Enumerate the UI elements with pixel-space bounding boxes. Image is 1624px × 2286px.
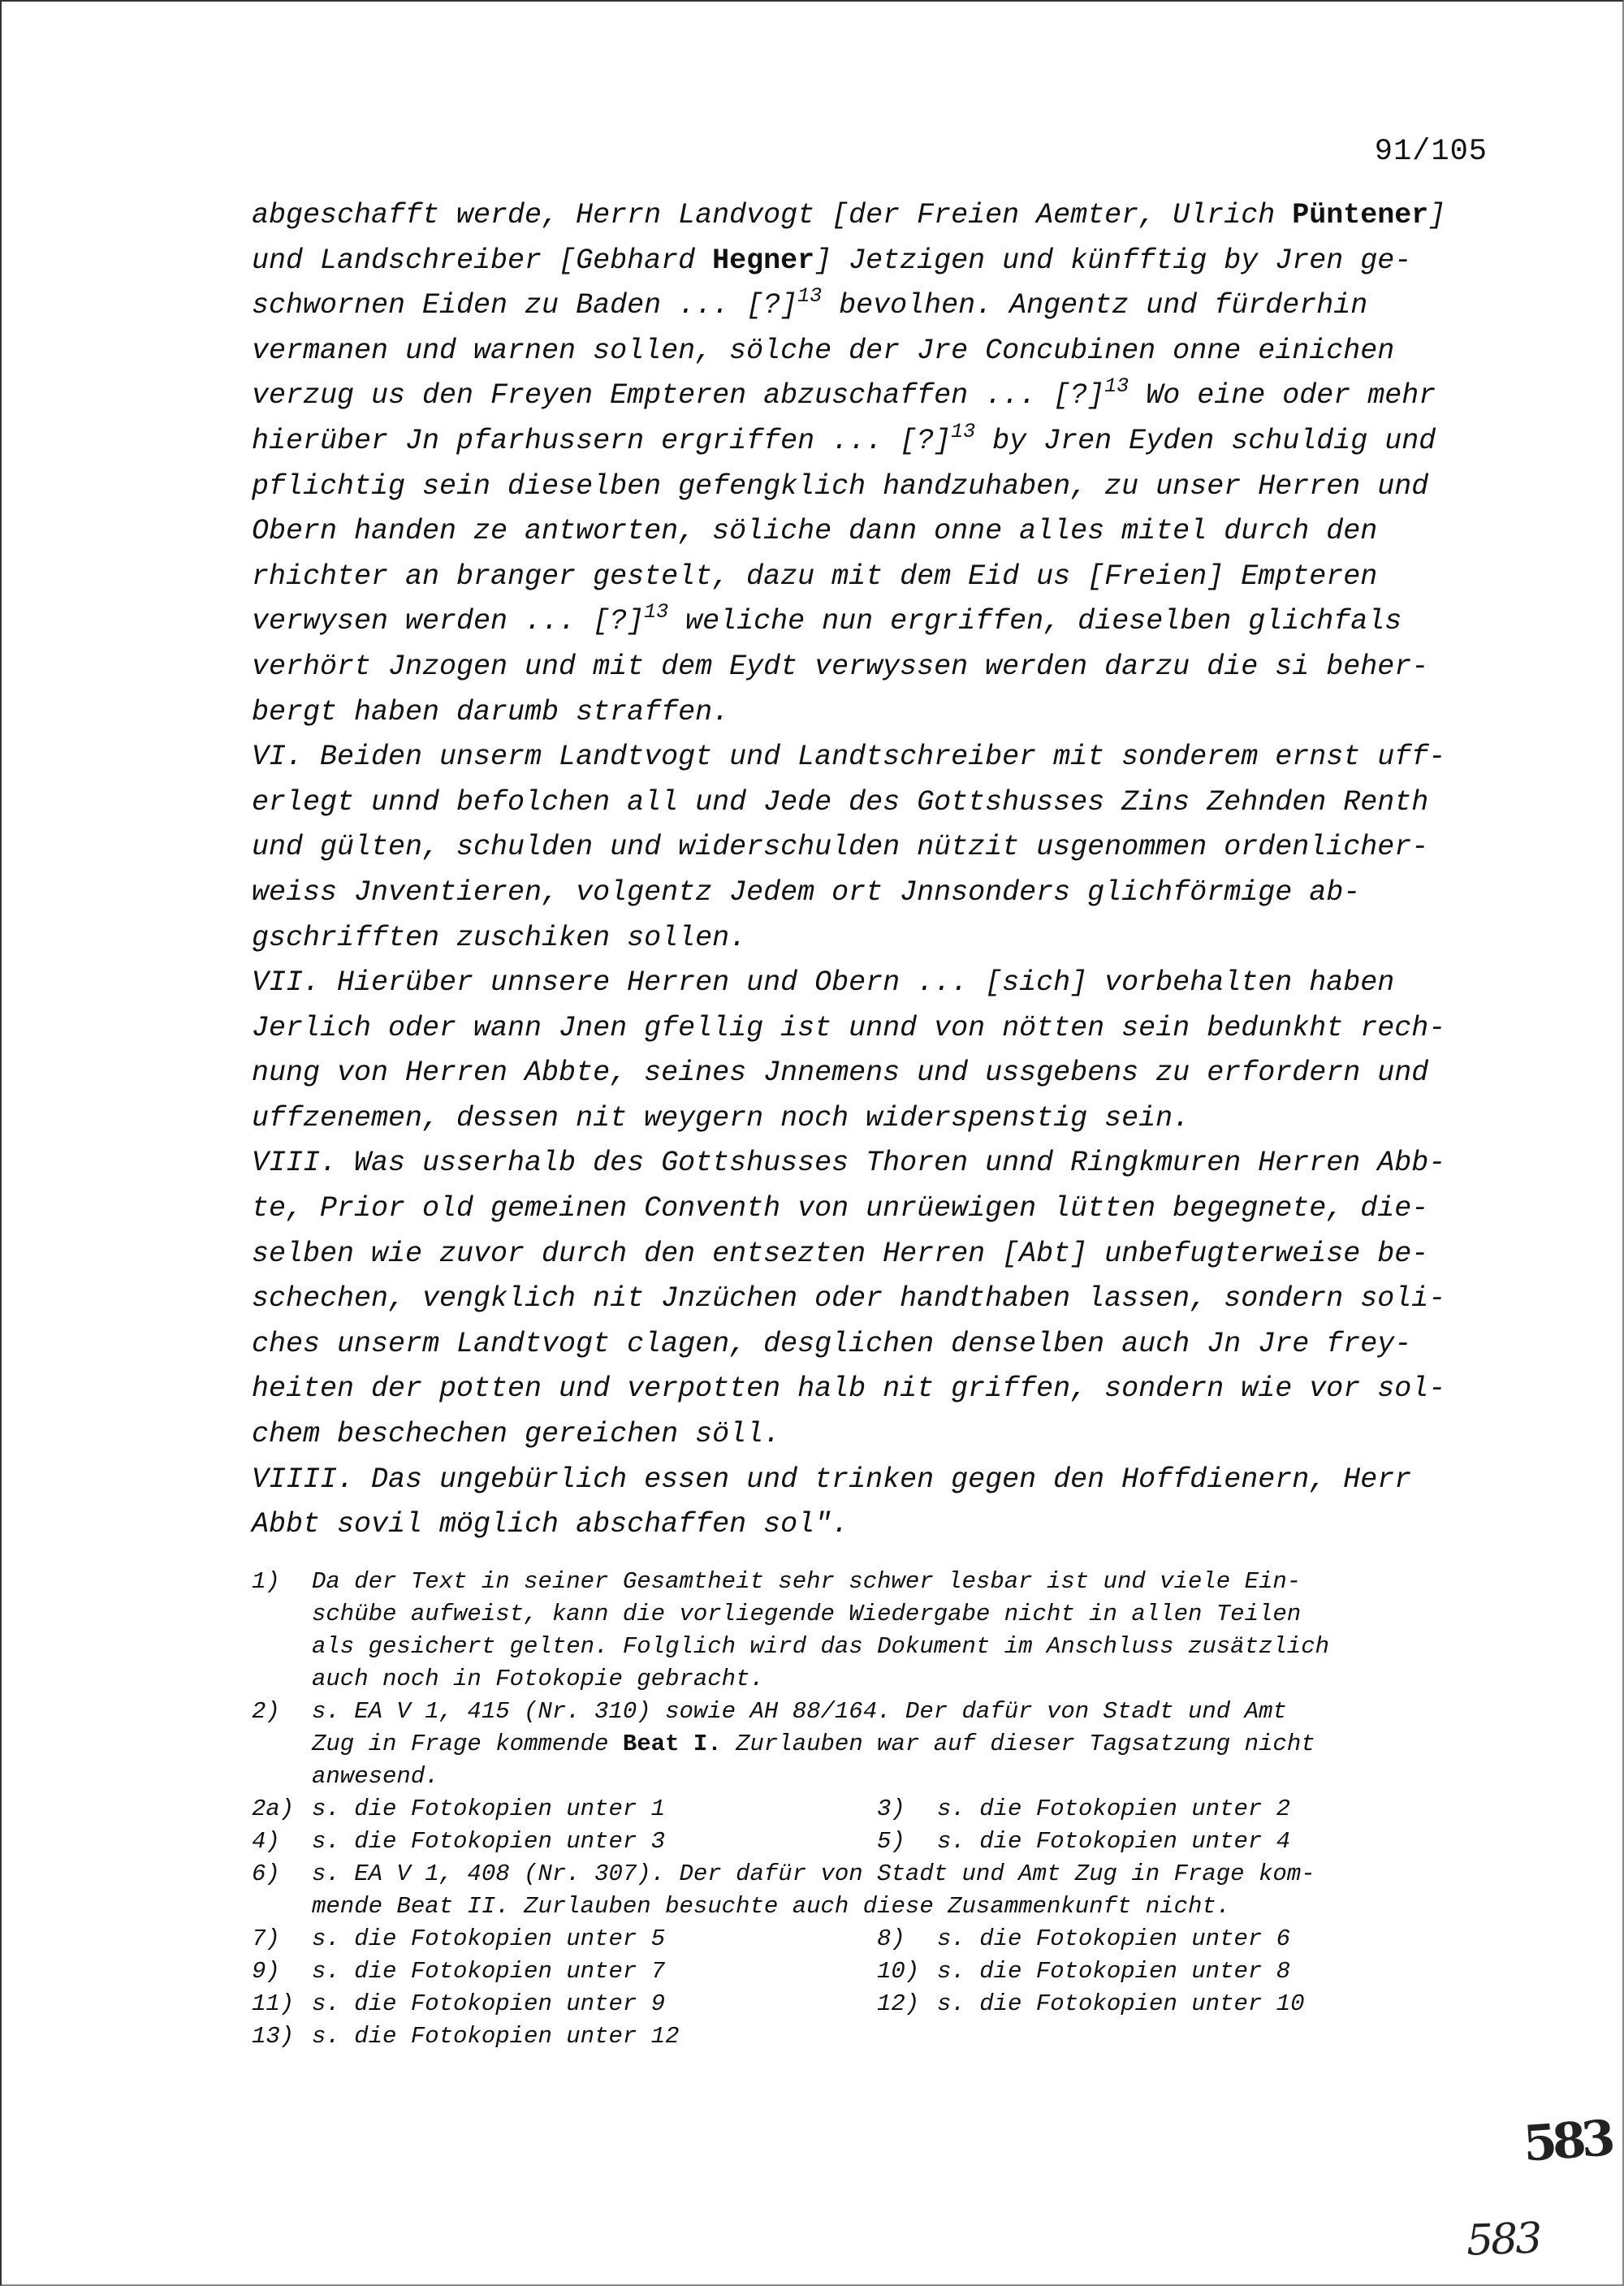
- text-segment: te, Prior old gemeinen Conventh von unrüewigen lütten begegnete, die-: [252, 1192, 1429, 1225]
- footnote-line: s. EA V 1, 408 (Nr. 307). Der dafür von Stadt und Amt Zug in Frage kom-: [312, 1860, 1315, 1887]
- footnote-number: 2): [252, 1698, 280, 1725]
- text-line: [252, 916, 1510, 962]
- text-segment: bevolhen. Angentz und fürderhin: [822, 289, 1368, 322]
- bold-name: Hegner: [712, 244, 815, 277]
- footnote-row: [252, 1988, 1518, 2020]
- text-line: [252, 283, 1510, 329]
- text-line: [252, 419, 1510, 465]
- footnote-text: s. die Fotokopien unter 7: [312, 1958, 666, 1985]
- text-segment: Abbt sovil möglich abschaffen sol".: [252, 1508, 849, 1541]
- text-segment: VIIII. Das ungebürlich essen und trinken gegen den Hoffdienern, Herr: [252, 1463, 1412, 1496]
- text-segment: gschrifften zuschiken sollen.: [252, 921, 747, 954]
- text-line: [252, 1096, 1510, 1142]
- bold-name: Püntener: [1292, 199, 1429, 231]
- footnote-2a: [252, 1793, 877, 1826]
- footnote-row: [252, 1793, 1518, 1826]
- text-line: [252, 329, 1510, 374]
- footnote-text: s. die Fotokopien unter 9: [312, 1990, 666, 2017]
- footnote-row: [252, 1955, 1518, 1988]
- footnote-text: s. die Fotokopien unter 10: [937, 1990, 1305, 2017]
- text-segment: und gülten, schulden und widerschulden nützit usgenommen ordenlicher-: [252, 831, 1429, 864]
- text-line: [252, 780, 1510, 826]
- handwritten-page-mark: 583: [1465, 2214, 1541, 2266]
- footnote-2: [252, 1696, 1518, 1793]
- text-line: [252, 239, 1510, 284]
- footnote-text: s. die Fotokopien unter 3: [312, 1828, 666, 1855]
- text-segment: und Landschreiber [Gebhard: [252, 244, 713, 277]
- text-line: [252, 1458, 1510, 1503]
- text-segment: verhört Jnzogen und mit dem Eydt verwyssen werden darzu die si beher-: [252, 650, 1429, 683]
- footnote-text: s. die Fotokopien unter 1: [312, 1796, 666, 1822]
- text-line: [252, 1006, 1510, 1052]
- footnote-line: Zug in Frage kommende: [312, 1731, 623, 1757]
- footnote-number: 7): [252, 1925, 280, 1952]
- footnote-row: [252, 1923, 1518, 1955]
- footnote-line: als gesichert gelten. Folglich wird das Dokument im Anschluss zusätzlich: [312, 1633, 1330, 1660]
- text-line: [252, 555, 1510, 600]
- text-segment: nung von Herren Abbte, seines Jnnemens und ussgebens zu erfordern und: [252, 1057, 1429, 1090]
- footnote-number: 5): [877, 1828, 905, 1855]
- footnote-text: s. die Fotokopien unter 8: [937, 1958, 1291, 1985]
- text-segment: VII. Hierüber unnsere Herren und Obern ... [sich] vorbehalten haben: [252, 966, 1395, 1000]
- main-text: [252, 193, 1510, 1548]
- footnote-5: [877, 1826, 1502, 1858]
- text-segment: ]: [1428, 199, 1446, 231]
- text-segment: bergt haben darumb straffen.: [252, 695, 730, 728]
- footnote-number: 10): [877, 1958, 920, 1985]
- text-segment: ] Jetzigen und künfftig by Jren ge-: [814, 244, 1412, 277]
- footnote-number: 3): [877, 1796, 905, 1822]
- footnote-text: s. die Fotokopien unter 6: [937, 1925, 1291, 1952]
- footnote-line: s. EA V 1, 415 (Nr. 310) sowie AH 88/164. Der dafür von Stadt und Amt: [312, 1698, 1287, 1725]
- text-segment: by Jren Eyden schuldig und: [975, 424, 1436, 457]
- footnote-bold-name: Beat I.: [622, 1731, 722, 1757]
- footnote-ref: 13: [1104, 374, 1129, 399]
- footnote-ref: 13: [951, 419, 976, 443]
- text-line: [252, 825, 1510, 871]
- footnote-number: 8): [877, 1925, 905, 1952]
- text-line: [252, 735, 1510, 780]
- text-segment: VI. Beiden unserm Landtvogt und Landtschreiber mit sonderem ernst uff-: [252, 741, 1446, 774]
- text-line: [252, 1502, 1510, 1548]
- text-segment: hierüber Jn pfarhussern ergriffen ... [?]: [252, 424, 952, 457]
- text-segment: Jerlich oder wann Jnen gfellig ist unnd von nötten sein bedunkht rech-: [252, 1011, 1446, 1044]
- text-line: [252, 1141, 1510, 1186]
- footnote-number: 4): [252, 1828, 280, 1855]
- handwritten-page-stamp: 583: [1521, 2110, 1613, 2173]
- text-line: [252, 465, 1510, 510]
- footnotes: [252, 1566, 1518, 2053]
- footnote-text: s. die Fotokopien unter 12: [312, 2023, 680, 2050]
- footnote-number: 1): [252, 1568, 280, 1595]
- text-line: [252, 509, 1510, 555]
- text-line: [252, 1051, 1510, 1096]
- footnote-number: 2a): [252, 1796, 295, 1822]
- footnote-number: 12): [877, 1990, 920, 2017]
- footnote-11: [252, 1988, 877, 2020]
- text-line: [252, 1412, 1510, 1458]
- text-segment: vermanen und warnen sollen, sölche der Jre Concubinen onne einichen: [252, 334, 1395, 367]
- footnote-6: [252, 1858, 1518, 1923]
- text-line: [252, 690, 1510, 736]
- text-segment: schwornen Eiden zu Baden ... [?]: [252, 289, 798, 322]
- page-number: 91/105: [1374, 135, 1488, 169]
- footnote-3: [877, 1793, 1502, 1826]
- text-line: [252, 1322, 1510, 1368]
- text-line: [252, 961, 1510, 1006]
- footnote-9: [252, 1955, 877, 1988]
- text-line: [252, 1232, 1510, 1277]
- text-segment: VIII. Was usserhalb des Gottshusses Thoren unnd Ringkmuren Herren Abb-: [252, 1147, 1446, 1180]
- footnote-line: Da der Text in seiner Gesamtheit sehr schwer lesbar ist und viele Ein-: [312, 1568, 1302, 1595]
- footnote-10: [877, 1955, 1502, 1988]
- footnote-12: [877, 1988, 1502, 2020]
- text-line: [252, 599, 1510, 645]
- text-segment: ches unserm Landtvogt clagen, desglichen denselben auch Jn Jre frey-: [252, 1327, 1412, 1360]
- text-line: [252, 1186, 1510, 1232]
- text-segment: chem beschechen gereichen söll.: [252, 1418, 781, 1451]
- footnote-8: [877, 1923, 1502, 1955]
- text-segment: uffzenemen, dessen nit weygern noch widerspenstig sein.: [252, 1101, 1190, 1134]
- footnote-line: Zurlauben war auf dieser Tagsatzung nicht: [721, 1731, 1315, 1757]
- footnote-line: auch noch in Fotokopie gebracht.: [312, 1666, 764, 1692]
- footnote-7: [252, 1923, 877, 1955]
- footnote-text: s. die Fotokopien unter 4: [937, 1828, 1291, 1855]
- text-line: [252, 193, 1510, 239]
- footnote-text: s. die Fotokopien unter 2: [937, 1796, 1291, 1822]
- text-segment: abgeschafft werde, Herrn Landvogt [der Freien Aemter, Ulrich: [252, 199, 1293, 231]
- footnote-13: [252, 2020, 1518, 2053]
- footnote-number: 6): [252, 1860, 280, 1887]
- footnote-number: 11): [252, 1990, 295, 2017]
- text-segment: verwysen werden ... [?]: [252, 605, 645, 638]
- footnote-ref: 13: [644, 600, 669, 624]
- footnote-1: [252, 1566, 1518, 1696]
- footnote-row: [252, 1826, 1518, 1858]
- footnote-number: 9): [252, 1958, 280, 1985]
- footnote-line: schübe aufweist, kann die vorliegende Wiedergabe nicht in allen Teilen: [312, 1601, 1302, 1627]
- text-segment: Wo eine oder mehr: [1129, 379, 1436, 413]
- text-segment: pflichtig sein dieselben gefengklich handzuhaben, zu unser Herren und: [252, 469, 1429, 503]
- text-segment: heiten der potten und verpotten halb nit griffen, sondern wie vor sol-: [252, 1372, 1446, 1406]
- text-line: [252, 645, 1510, 690]
- footnote-4: [252, 1826, 877, 1858]
- footnote-number: 13): [252, 2023, 295, 2050]
- footnote-line: anwesend.: [312, 1763, 439, 1790]
- footnote-line: mende Beat II. Zurlauben besuchte auch diese Zusammenkunft nicht.: [312, 1893, 1231, 1920]
- text-segment: erlegt unnd befolchen all und Jede des Gottshusses Zins Zehnden Renth: [252, 785, 1429, 819]
- text-segment: weiss Jnventieren, volgentz Jedem ort Jnnsonders glichförmige ab-: [252, 875, 1361, 909]
- text-line: [252, 374, 1510, 419]
- text-segment: schechen, vengklich nit Jnzüchen oder handthaben lassen, sondern soli-: [252, 1282, 1446, 1316]
- footnote-ref: 13: [797, 284, 823, 309]
- footnote-text: s. die Fotokopien unter 5: [312, 1925, 666, 1952]
- text-segment: selben wie zuvor durch den entsezten Herren [Abt] unbefugterweise be-: [252, 1237, 1429, 1270]
- text-segment: rhichter an branger gestelt, dazu mit dem Eid us [Freien] Empteren: [252, 560, 1378, 593]
- text-segment: verzug us den Freyen Empteren abzuschaffen ... [?]: [252, 379, 1105, 413]
- text-segment: weliche nun ergriffen, dieselben glichfals: [668, 605, 1402, 638]
- text-line: [252, 1277, 1510, 1322]
- text-line: [252, 1367, 1510, 1412]
- text-segment: Obern handen ze antworten, söliche dann onne alles mitel durch den: [252, 515, 1378, 548]
- text-line: [252, 871, 1510, 916]
